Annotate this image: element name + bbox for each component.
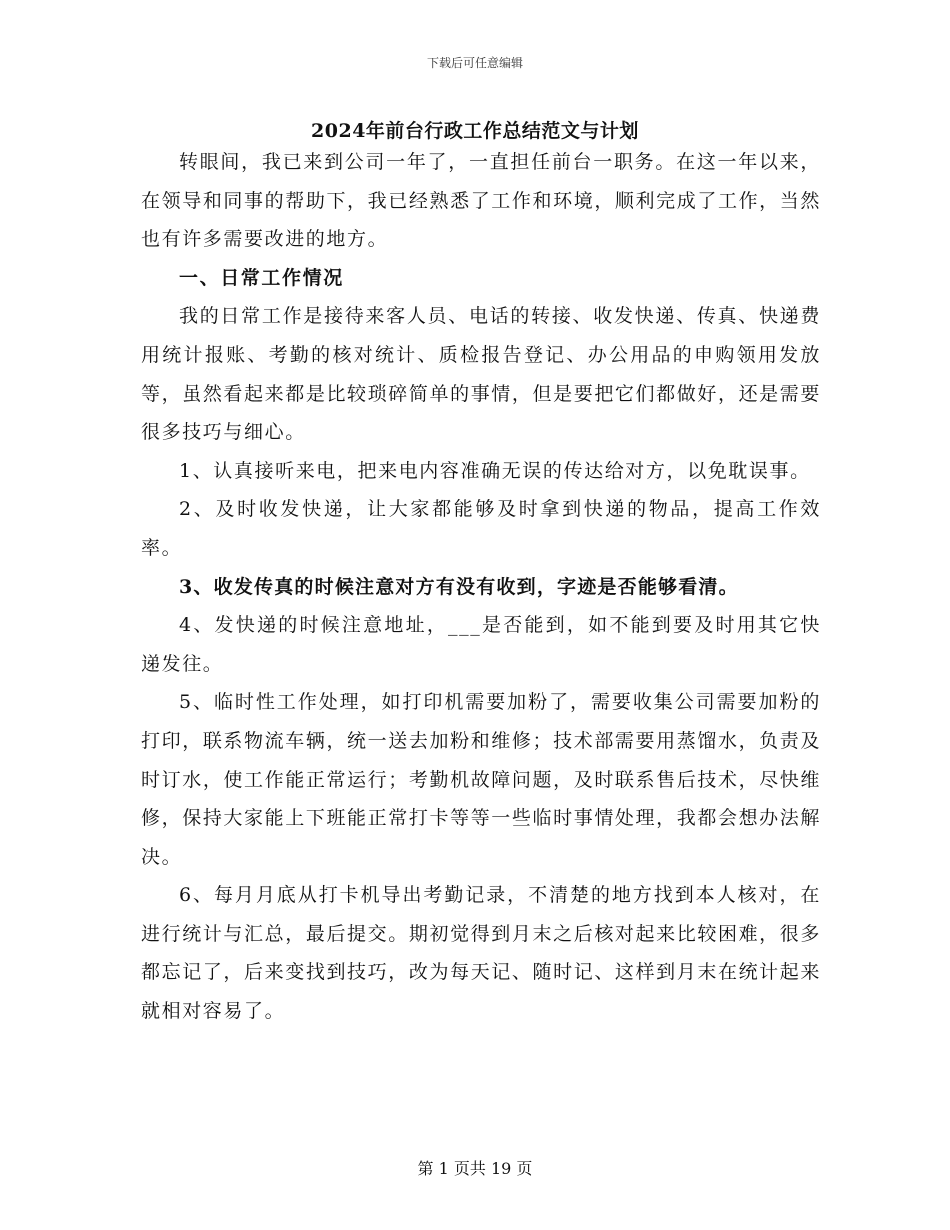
list-item-4: 4、发快递的时候注意地址，___是否能到，如不能到要及时用其它快递发往。 [141,614,821,675]
list-item-2: 2、及时收发快递，让大家都能够及时拿到快递的物品，提高工作效率。 [141,498,821,559]
header-note: 下载后可任意编辑 [426,56,523,70]
list-item-5: 5、临时性工作处理，如打印机需要加粉了，需要收集公司需要加粉的打印，联系物流车辆，统一送去加粉和维修；技术部需要用蒸馏水，负责及时订水，使工作能正常运行；考勤机故障问题，及时联系售后技术，尽快维修，保持大家能上下班能正常打卡等等一些临时事情处理，我都会想办法解决。 [141,691,821,868]
list-item-1: 1、认真接听来电，把来电内容准确无误的传达给对方，以免耽误事。 [179,459,811,482]
paragraph-intro: 转眼间，我已来到公司一年了，一直担任前台一职务。在这一年以来，在领导和同事的帮助下，我已经熟悉了工作和环境，顺利完成了工作，当然也有许多需要改进的地方。 [141,151,821,251]
page-number: 第 1 页共 19 页 [417,1159,533,1178]
document-body [141,143,821,1031]
paragraph-daily-duties: 我的日常工作是接待来客人员、电话的转接、收发快递、传真、快递费用统计报账、考勤的核对统计、质检报告登记、办公用品的申购领用发放等，虽然看起来都是比较琐碎简单的事情，但是要把它们都做好，还是需要很多技巧与细心。 [141,305,821,444]
section-heading-daily-work: 一、日常工作情况 [179,266,344,289]
list-item-3: 3、收发传真的时候注意对方有没有收到，字迹是否能够看清。 [179,575,739,598]
list-item-6: 6、每月月底从打卡机导出考勤记录，不清楚的地方找到本人核对，在进行统计与汇总，最后提交。期初觉得到月末之后核对起来比较困难，很多都忘记了，后来变找到技巧，改为每天记、随时记、这样到月末在统计起来就相对容易了。 [141,884,821,1023]
document-title: 2024年前台行政工作总结范文与计划 [311,120,639,142]
